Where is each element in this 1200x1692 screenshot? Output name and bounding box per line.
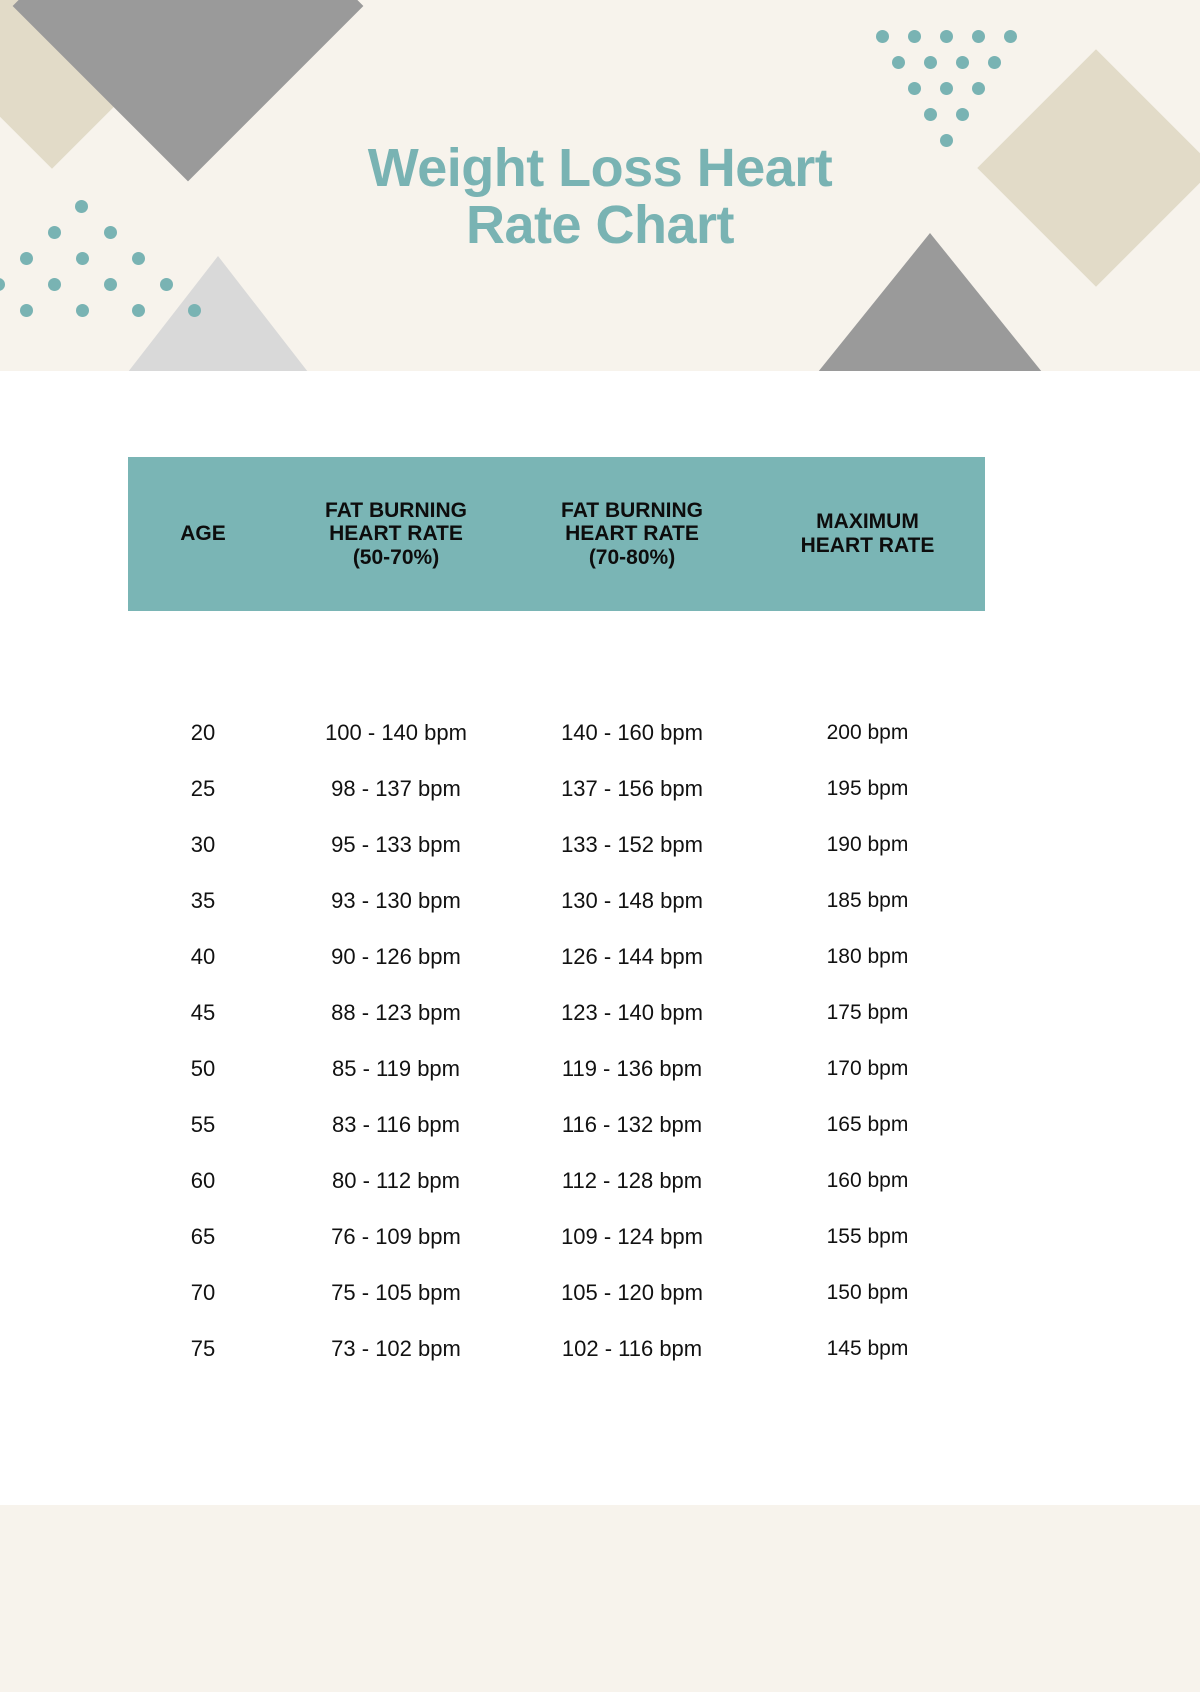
- page-title-line-2: Rate Chart: [465, 194, 735, 255]
- dot-decoration: [924, 56, 937, 69]
- dot-decoration: [940, 82, 953, 95]
- cell-maximum-heart-rate: 185 bpm: [826, 889, 909, 912]
- header-decorative-band: [0, 0, 1200, 371]
- cell-fat-burning-50-70: 98 - 137 bpm: [331, 776, 461, 801]
- dot-decoration: [1004, 30, 1017, 43]
- cell-fat-burning-50-70: 83 - 116 bpm: [331, 1112, 460, 1137]
- column-header-age: [128, 457, 278, 611]
- column-header-fat-burning-50-70-line-1: FAT BURNING: [325, 498, 467, 522]
- dot-decoration: [956, 108, 969, 121]
- cell-age: 60: [190, 1168, 216, 1193]
- column-header-fat-burning-70-80-line-3: (70-80%): [588, 545, 676, 569]
- dot-decoration: [76, 304, 89, 317]
- cell-fat-burning-50-70: 88 - 123 bpm: [331, 1000, 461, 1025]
- cell-fat-burning-70-80: 109 - 124 bpm: [561, 1224, 703, 1249]
- cell-fat-burning-70-80: 126 - 144 bpm: [561, 944, 703, 969]
- cell-maximum-heart-rate: 170 bpm: [826, 1057, 909, 1080]
- column-header-fat-burning-70-80-line-2: HEART RATE: [565, 522, 699, 546]
- cell-maximum-heart-rate: 165 bpm: [826, 1113, 909, 1136]
- cell-maximum-heart-rate: 190 bpm: [826, 833, 909, 856]
- dot-decoration: [892, 56, 905, 69]
- column-header-fat-burning-50-70: [278, 457, 514, 611]
- dot-decoration: [956, 56, 969, 69]
- gray-triangle-decoration: [818, 233, 1042, 371]
- table-row: [128, 985, 985, 1041]
- table-row: [128, 761, 985, 817]
- cell-fat-burning-50-70: 93 - 130 bpm: [331, 888, 461, 913]
- light-gray-triangle-decoration: [128, 256, 308, 371]
- cell-fat-burning-50-70: 95 - 133 bpm: [331, 832, 461, 857]
- cell-age: 20: [190, 720, 216, 745]
- column-header-maximum-heart-rate: [750, 457, 985, 611]
- cell-maximum-heart-rate: 200 bpm: [826, 721, 909, 744]
- cell-age: 55: [190, 1112, 216, 1137]
- column-header-fat-burning-50-70-line-2: HEART RATE: [329, 522, 463, 546]
- cell-fat-burning-50-70: 85 - 119 bpm: [331, 1056, 460, 1081]
- column-header-maximum-heart-rate-line-2: HEART RATE: [800, 534, 935, 557]
- table-row: [128, 873, 985, 929]
- table-spacer-cell: [128, 611, 985, 705]
- cell-fat-burning-70-80: 137 - 156 bpm: [561, 776, 703, 801]
- dot-decoration: [20, 304, 33, 317]
- dot-decoration: [924, 108, 937, 121]
- cell-fat-burning-70-80: 140 - 160 bpm: [561, 720, 703, 745]
- cell-age: 30: [190, 832, 216, 857]
- cell-fat-burning-50-70: 80 - 112 bpm: [331, 1168, 460, 1193]
- dot-decoration: [132, 252, 145, 265]
- title-container: [0, 140, 1200, 253]
- cell-age: 25: [190, 776, 216, 801]
- dot-decoration: [988, 56, 1001, 69]
- column-header-fat-burning-50-70-line-3: (50-70%): [352, 545, 440, 569]
- table-header: [128, 457, 985, 611]
- cell-maximum-heart-rate: 160 bpm: [826, 1169, 909, 1192]
- column-header-maximum-heart-rate-line-1: MAXIMUM: [816, 510, 919, 534]
- table-row: [128, 705, 985, 761]
- table-row: [128, 1265, 985, 1321]
- cell-fat-burning-70-80: 123 - 140 bpm: [561, 1000, 703, 1025]
- heart-rate-table-container: [128, 457, 985, 1377]
- table-row: [128, 929, 985, 985]
- cell-fat-burning-70-80: 133 - 152 bpm: [561, 832, 703, 857]
- table-row: [128, 1041, 985, 1097]
- column-header-fat-burning-70-80: [514, 457, 750, 611]
- cell-age: 70: [190, 1280, 216, 1305]
- cell-age: 65: [190, 1224, 216, 1249]
- column-header-fat-burning-70-80-line-1: FAT BURNING: [561, 498, 703, 522]
- dot-decoration: [972, 82, 985, 95]
- dot-decoration: [908, 82, 921, 95]
- cell-maximum-heart-rate: 150 bpm: [826, 1281, 909, 1304]
- dot-decoration: [48, 278, 61, 291]
- cell-age: 40: [190, 944, 216, 969]
- cell-fat-burning-70-80: 116 - 132 bpm: [561, 1112, 703, 1137]
- cell-age: 50: [190, 1056, 216, 1081]
- table-row: [128, 1321, 985, 1377]
- cell-fat-burning-70-80: 112 - 128 bpm: [561, 1168, 703, 1193]
- cell-fat-burning-50-70: 76 - 109 bpm: [331, 1224, 461, 1249]
- dot-decoration: [76, 252, 89, 265]
- cell-maximum-heart-rate: 195 bpm: [826, 777, 909, 800]
- cell-maximum-heart-rate: 175 bpm: [826, 1001, 909, 1024]
- page-title-line-1: Weight Loss Heart: [367, 138, 833, 198]
- table-body: [128, 611, 985, 1377]
- dot-decoration: [972, 30, 985, 43]
- cell-fat-burning-70-80: 105 - 120 bpm: [561, 1280, 703, 1305]
- cell-age: 75: [190, 1336, 216, 1361]
- cell-maximum-heart-rate: 180 bpm: [826, 945, 909, 968]
- cell-age: 35: [190, 888, 216, 913]
- dot-decoration: [132, 304, 145, 317]
- dot-decoration: [876, 30, 889, 43]
- cell-fat-burning-70-80: 130 - 148 bpm: [561, 888, 703, 913]
- cell-fat-burning-70-80: 102 - 116 bpm: [561, 1336, 703, 1361]
- dot-decoration: [940, 30, 953, 43]
- dot-decoration: [20, 252, 33, 265]
- cell-maximum-heart-rate: 155 bpm: [826, 1225, 909, 1248]
- dot-decoration: [0, 278, 5, 291]
- column-header-age-label: AGE: [180, 522, 226, 546]
- cell-age: 45: [190, 1000, 216, 1025]
- table-row: [128, 1097, 985, 1153]
- cell-fat-burning-50-70: 90 - 126 bpm: [331, 944, 461, 969]
- cell-fat-burning-50-70: 73 - 102 bpm: [331, 1336, 461, 1361]
- heart-rate-table: [128, 457, 985, 1377]
- cell-fat-burning-70-80: 119 - 136 bpm: [561, 1056, 703, 1081]
- page-title: [0, 140, 1200, 253]
- table-row: [128, 1153, 985, 1209]
- dot-decoration: [188, 304, 201, 317]
- cell-fat-burning-50-70: 75 - 105 bpm: [331, 1280, 461, 1305]
- cell-fat-burning-50-70: 100 - 140 bpm: [325, 720, 467, 745]
- table-spacer-row: [128, 611, 985, 705]
- table-row: [128, 817, 985, 873]
- table-row: [128, 1209, 985, 1265]
- footer-decorative-band: [0, 1505, 1200, 1692]
- dot-decoration: [160, 278, 173, 291]
- cell-maximum-heart-rate: 145 bpm: [826, 1337, 909, 1360]
- dot-decoration: [104, 278, 117, 291]
- table-header-row: [128, 457, 985, 611]
- dot-decoration: [908, 30, 921, 43]
